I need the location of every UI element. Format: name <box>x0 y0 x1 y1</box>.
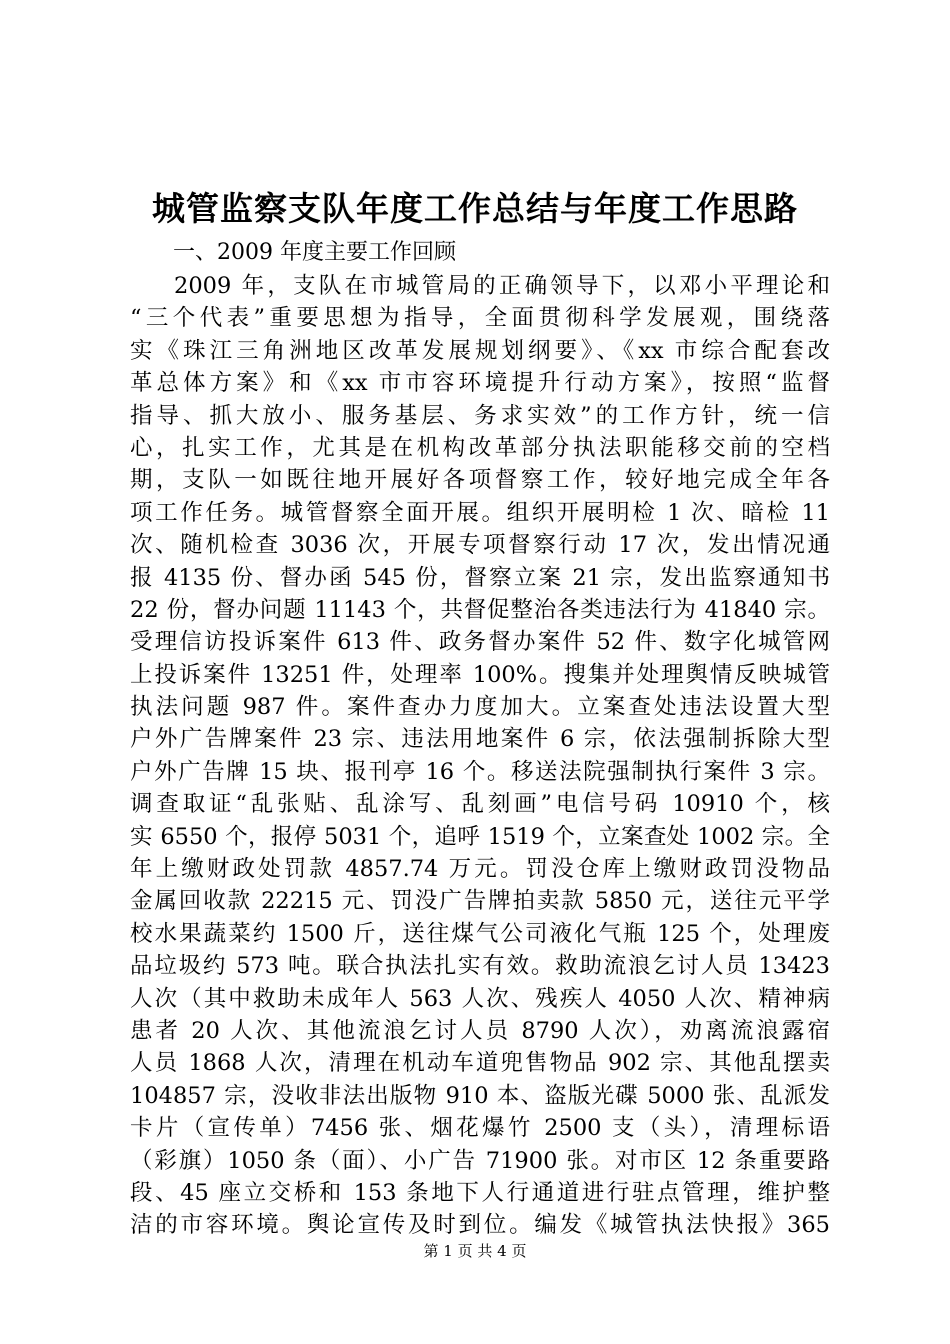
text-line: 期，支队一如既往地开展好各项督察工作，较好地完成全年各 <box>130 467 830 494</box>
text-line: 报 4135 份、督办函 545 份，督察立案 21 宗，发出监察通知书 <box>130 564 830 591</box>
text-line: 心，扎实工作，尤其是在机构改革部分执法职能移交前的空档 <box>130 434 830 461</box>
text-line: 洁的市容环境。舆论宣传及时到位。编发《城管执法快报》365 <box>130 1212 830 1239</box>
body-paragraph <box>130 270 830 1242</box>
text-line: 革总体方案》和《xx 市市容环境提升行动方案》，按照“监督 <box>130 370 830 397</box>
text-line: 指导、抓大放小、服务基层、务求实效”的工作方针，统一信 <box>130 402 830 429</box>
text-line: 2009 年，支队在市城管局的正确领导下，以邓小平理论和 <box>174 273 830 299</box>
text-line: 项工作任务。城管督察全面开展。组织开展明检 1 次、暗检 11 <box>130 499 830 526</box>
text-line: 品垃圾约 573 吨。联合执法扎实有效。救助流浪乞讨人员 13423 <box>130 953 830 980</box>
text-line: 22 份，督办问题 11143 个，共督促整治各类违法行为 41840 宗。 <box>130 596 830 623</box>
text-line: 人员 1868 人次，清理在机动车道兜售物品 902 宗、其他乱摆卖 <box>130 1050 830 1077</box>
text-line: 段、45 座立交桥和 153 条地下人行通道进行驻点管理，维护整 <box>130 1179 830 1206</box>
text-line: 户外广告牌 15 块、报刊亭 16 个。移送法院强制执行案件 3 宗。 <box>130 758 830 785</box>
text-line: 104857 宗，没收非法出版物 910 本、盗版光碟 5000 张、乱派发 <box>130 1082 830 1109</box>
text-line: （彩旗）1050 条（面）、小广告 71900 张。对市区 12 条重要路 <box>130 1147 830 1174</box>
text-line: 患者 20 人次、其他流浪乞讨人员 8790 人次），劝离流浪露宿 <box>130 1017 830 1044</box>
text-line: 卡片（宣传单）7456 张、烟花爆竹 2500 支（头），清理标语 <box>130 1115 830 1142</box>
text-line: 金属回收款 22215 元、罚没广告牌拍卖款 5850 元，送往元平学 <box>130 888 830 915</box>
section-heading: 一、2009 年度主要工作回顾 <box>173 240 456 265</box>
text-line: 调查取证“乱张贴、乱涂写、乱刻画”电信号码 10910 个，核 <box>130 791 830 818</box>
text-line: 次、随机检查 3036 次，开展专项督察行动 17 次，发出情况通 <box>130 532 830 559</box>
text-line: 受理信访投诉案件 613 件、政务督办案件 52 件、数字化城管网 <box>130 629 830 656</box>
text-line: 校水果蔬菜约 1500 斤，送往煤气公司液化气瓶 125 个，处理废 <box>130 920 830 947</box>
text-line: 人次（其中救助未成年人 563 人次、残疾人 4050 人次、精神病 <box>130 985 830 1012</box>
text-line: “三个代表”重要思想为指导，全面贯彻科学发展观，围绕落 <box>130 305 830 332</box>
text-line: 执法问题 987 件。案件查办力度加大。立案查处违法设置大型 <box>130 694 830 721</box>
text-line: 实 6550 个，报停 5031 个，追呼 1519 个，立案查处 1002 宗。全 <box>130 823 830 850</box>
text-line: 上投诉案件 13251 件，处理率 100%。搜集并处理舆情反映城管 <box>130 661 830 688</box>
page-number-footer: 第 1 页 共 4 页 <box>423 1242 527 1260</box>
text-line: 户外广告牌案件 23 宗、违法用地案件 6 宗，依法强制拆除大型 <box>130 726 830 753</box>
text-line: 实《珠江三角洲地区改革发展规划纲要》、《xx 市综合配套改 <box>130 337 830 364</box>
page-title: 城管监察支队年度工作总结与年度工作思路 <box>152 189 798 228</box>
text-line: 年上缴财政处罚款 4857.74 万元。罚没仓库上缴财政罚没物品 <box>130 856 830 883</box>
